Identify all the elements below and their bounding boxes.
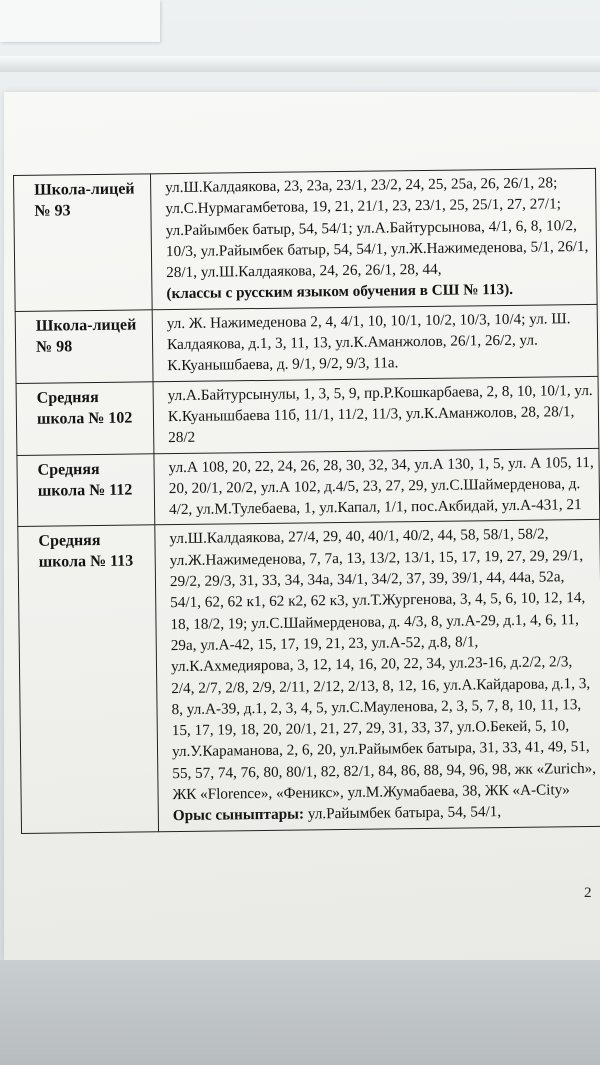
school-name: Школа-лицей № 98 [15, 310, 153, 384]
table-row-school-98 [15, 304, 598, 383]
table-row-school-113 [18, 520, 600, 833]
address-list: ул.Ш.Калдаякова, 27/4, 29, 40, 40/1, 40/2, 44, 58, 58/1, 58/2, ул.Ж.Нажимеденова, 7, 7а, 13, 13/2, 13/1, 15, 17, 19, 27, 29, 29/1, 29/2, 29/3, 31, 33, 34, 34а, 34/1, 34/2, 37, 39, 39/1, 44, 44а, 52а, 54/1, 62, 62 к1, 62 к2, 62 к3, ул.Т.Жургенова, 3, 4, 5, 6, 10, 12, 14, 18, 18/2, 19; ул.С.Шаймерденова, д. 4/3, 8, ул.А-29, д.1, 4, 6, 11, 29а, ул.А-42, 15, 17, 19, 21, 23, ул.А-52, д.8, 8/1, ул.К.Ахмедиярова, 3, 12, 14, 16, 20, 22, 34, ул.23-16, д.2/2, 2/3, 2/4, 2/7, 2/8, 2/9, 2/11, 2/12, 2/13, 8, 12, 16, ул.А.Кайдарова, д.1, 3, 8, ул.А-39, д.1, 2, 3, 4, 5, ул.С.Мауленова, 2, 3, 5, 7, 8, 10, 11, 13, 15, 17, 19, 18, 20, 20/1, 21, 27, 29, 31, 33, 37, ул.О.Бекей, 5, 10, ул.У.Караманова, 2, 6, 20, ул.Райымбек батыра, 31, 33, 41, 49, 51, 55, 57, 74, 76, 80, 80/1, 82, 82/1, 84, 86, 88, 94, 96, 98, жк «Zurich», ЖК «Florence», «Феникс», ул.М.Жумабаева, 38, ЖК «A-City» [169, 525, 597, 804]
school-addresses [155, 520, 600, 832]
plastic-sleeve-edge [0, 56, 600, 72]
address-list: ул.Ш.Калдаякова, 23, 23а, 23/1, 23/2, 24, 25, 25а, 26, 26/1, 28; ул.С.Нурмагамбетова, 19, 21, 21/1, 23, 23/1, 25, 25/1, 27, 27/1; ул.Райымбек батыр, 54, 54/1; ул.А.Байтурсынова, 4/1, 6, 8, 10/2, 10/3, ул.Райымбек батыр, 54, 54/1, ул.Ж.Нажимеденова, 5/1, 26/1, 28/1, ул.Ш.Калдаякова, 24, 26, 26/1, 28, 44, [165, 174, 589, 282]
page-number: 2 [584, 885, 592, 901]
school-addresses: ул.А 108, 20, 22, 24, 26, 28, 30, 32, 34, ул.А 130, 1, 5, ул. А 105, 11, 20, 20/1, 20/2, ул.А 102, д.4/5, 23, 27, 29, ул.С.Шаймерденова, д. 4/2, ул.М.Тулебаева, 1, ул.Капал, 1/1, пос.Акбидай, ул.А-431, 21 [154, 448, 600, 525]
school-addresses [150, 168, 597, 309]
school-districts-table [13, 168, 600, 834]
school-name: Средняя школа № 102 [16, 381, 154, 455]
table-row-school-93 [14, 168, 598, 311]
table-row-school-102 [16, 376, 599, 455]
russian-classes-label: Орыс сыныптары: [172, 805, 305, 825]
school-addresses: ул. Ж. Нажимеденова 2, 4, 4/1, 10, 10/1, 10/2, 10/3, 10/4; ул. Ш. Калдаякова, д.1, 3, 11, 13, ул.К.Аманжолов, 26/1, 26/2, ул. К.Куанышбаева, д. 9/1, 9/2, 9/3, 11а. [152, 304, 598, 381]
top-paper-sheet [0, 0, 160, 42]
table-row-school-112 [17, 448, 600, 527]
russian-classes-addresses: ул.Райымбек батыра, 54, 54/1, [303, 803, 502, 823]
school-name: Средняя школа № 112 [17, 453, 155, 527]
school-name: Средняя школа № 113 [18, 525, 159, 833]
school-name: Школа-лицей № 93 [14, 174, 153, 311]
russian-classes-note: (классы с русским языком обучения в СШ № 113). [166, 281, 514, 303]
background-surface [0, 960, 600, 1065]
school-addresses: ул.А.Байтурсынулы, 1, 3, 5, 9, пр.Р.Кошкарбаева, 2, 8, 10, 10/1, ул. К.Куанышбаева 11б, 11/1, 11/2, 11/3, ул.К.Аманжолов, 28, 28/1, 28/2 [153, 376, 599, 453]
